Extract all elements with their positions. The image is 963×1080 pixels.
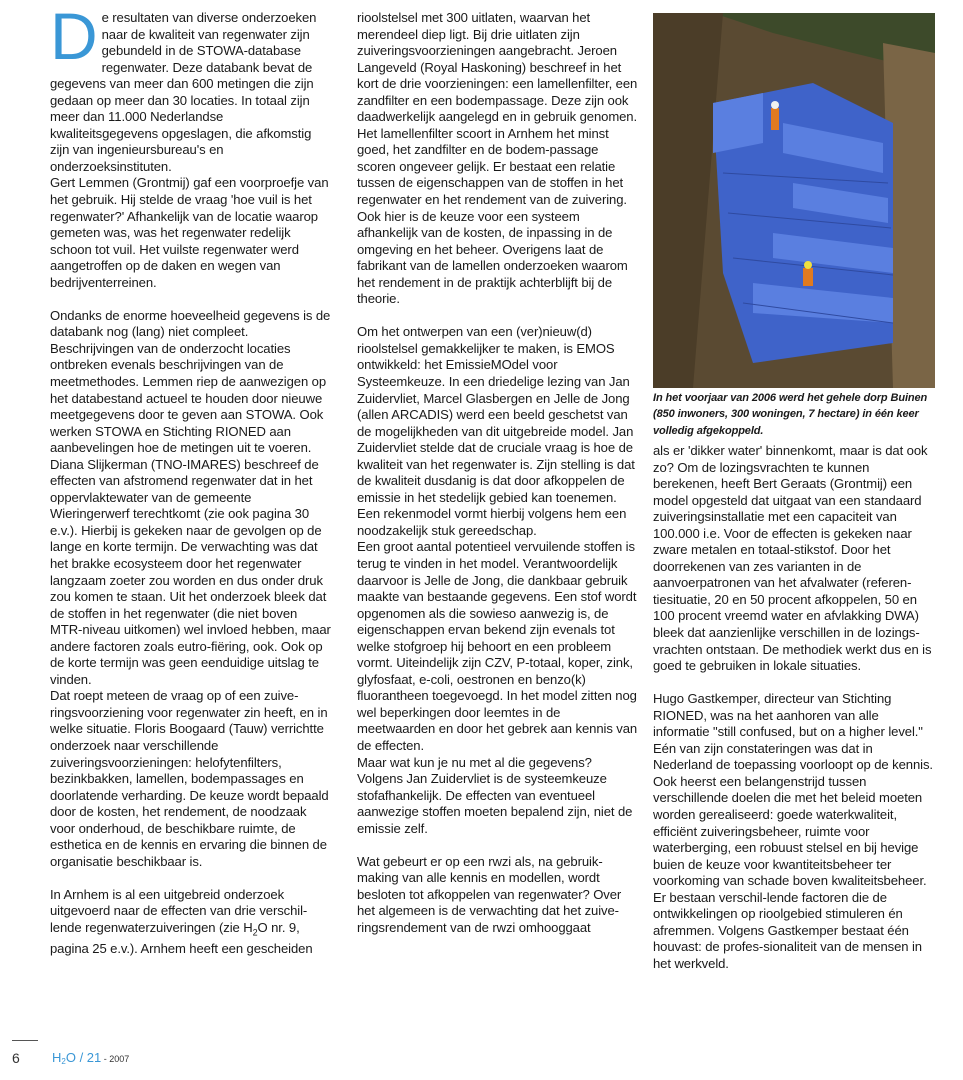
paragraph: Om het ontwerpen van een (ver)nieuw(d) rioolstelsel gemakkelijker te maken, is EMOS ontwikkeld: het EmissieMOdel voor Systeemkeuze. In een driedelige lezing van Jan Zuidervliet, Marcel Glasbergen en Jelle de Jong (allen ARCADIS) werd een beeld geschetst van de mogelijkheden van dit uitgebreide model. Jan Zuidervliet stelde dat de cruciale vraag is hoe de kwaliteit van het regenwater is. Zijn stelling is dat de kwaliteit dusdanig is dat door afkoppelen de emissie in het stedelijk gebied kan toenemen. Een rekenmodel vormt hierbij volgens hem een noodzakelijk stuk gereedschap. (357, 324, 635, 538)
paragraph: Gert Lemmen (Grontmij) gaf een voorproefje van het gebruik. Hij stelde de vraag 'hoe vuil is het regenwater?' Afhankelijk van de locatie waarop gemeten was, was het regenwater redelijk schoon tot vuil. Het vuilste regenwater werd aangetroffen op de daken en wegen van bedrijventerreinen. (50, 175, 329, 290)
footer-rule (12, 1040, 38, 1041)
paragraph (50, 887, 332, 958)
journal-year: - 2007 (101, 1054, 130, 1064)
paragraph: Wat gebeurt er op een rwzi als, na gebruik-making van alle kennis en modellen, wordt besloten tot afkoppelen van regenwater? Over het algemeen is de verwachting dat het zuive-ringsrendement van de rwzi omhooggaat (357, 853, 622, 935)
paragraph: Maar wat kun je nu met al die gegevens? Volgens Jan Zuidervliet is de systeemkeuze stofafhankelijk. De effecten van eventueel aanwezige stoffen moeten bepalend zijn, niet de emissie zelf. (357, 754, 633, 836)
paragraph (50, 0, 332, 175)
article-column-2 (357, 10, 639, 937)
page-footer (0, 1040, 963, 1080)
drop-cap: D (50, 0, 98, 73)
paragraph: Hugo Gastkemper, directeur van Stichting RIONED, was na het aanhoren van alle informatie "still confused, but on a higher level." Eén van zijn constateringen was dat in Nederland de toepassing voorloopt op de kennis. Ook heerst een belangenstrijd tussen verschillende doelen die met het beleid moeten worden gerealiseerd: goede waterkwaliteit, efficiënt zuiveringsbeheer, ruimte voor waterberging, een robuust stelsel en bij hevige buien de keuze voor kwantiteitsbeheer ter voorkoming van schade boven kwaliteitsbeheer. Er bestaan verschil-lende factoren die de ontwikkelingen op rioolgebied stimuleren én afremmen. Volgens Gastkemper bestaat één houvast: de profes-sionaliteit van de mensen in het werkveld. (653, 691, 933, 971)
article-column-1 (50, 0, 332, 958)
article-column-3 (653, 443, 935, 972)
paragraph: als er 'dikker water' binnenkomt, maar is dat ook zo? Om de lozingsvrachten te kunnen berekenen, heeft Bert Geraats (Grontmij) een model opgesteld dat uitgaat van een standaard zuiveringsinstallatie met een capaciteit van 100.000 i.e. Voor de effecten is gekeken naar zware metalen en totaal-stikstof. Door het doorrekenen van zes varianten in de aanvoerpatronen van het afvalwater (referen-tiesituatie, 20 en 50 procent afkoppelen, 50 en 100 procent vreemd water en afvlakking DWA) bleek dat aanzienlijke verschillen in de lozings-vrachten ontstaan. De methodiek werkt dus en is goed te gebruiken in lokale situaties. (653, 443, 932, 674)
paragraph: rioolstelsel met 300 uitlaten, waarvan het merendeel diep ligt. Bij drie uitlaten zijn zuiveringsvoorzieningen aangebracht. Jeroen Langeveld (Royal Haskoning) beschreef in het kort de drie voorzieningen: een lamellenfilter, een zandfilter en een bodempassage. Deze zijn ook daadwerkelijk aangelegd en in gebruik genomen. Het lamellenfilter scoort in Arnhem het minst goed, het zandfilter en de bodem-passage scoren ongeveer gelijk. Er bestaat een relatie tussen de eigenschappen van de stoffen in het regenwater en het rendement van de zuivering. Ook hier is de keuze voor een systeem afhankelijk van de kosten, de inpassing in de omgeving en het beheer. Overigens laat de fabrikant van de lamellen onderzoeken waarom het rendement in de praktijk achterblijft bij de theorie. (357, 10, 638, 307)
journal-issue: O / 21 (65, 1050, 102, 1065)
construction-photo (653, 13, 935, 388)
page-number: 6 (12, 1050, 20, 1066)
paragraph-text: e resultaten van diverse onderzoeken naar de kwaliteit van regenwater zijn gebundeld in de STOWA-database regenwater. Deze databank bevat de gegevens van meer dan 600 metingen die zijn gedaan op meer dan 30 locaties. In totaal zijn meer dan 11.000 Nederlandse kwaliteitsgegevens opgeslagen, die afkomstig zijn van ingenieursbureau's en onderzoeksinstituten. (50, 10, 317, 174)
paragraph: Dat roept meteen de vraag op of een zuive-ringsvoorziening voor regenwater zin heeft, en in welke situatie. Floris Boogaard (Tauw) verrichtte onderzoek naar verschillende zuiveringsvoorzieningen: helofytenfilters, bezinkbakken, lamellen, bodempassages en doorlatende verharding. De keuze wordt bepaald door de kosten, het rendement, de noodzaak voor onderhoud, de beschikbare ruimte, de esthetica en de kennis en ervaring die binnen de organisatie beschikbaar is. (50, 688, 329, 869)
journal-subscript: 2 (61, 1057, 66, 1066)
journal-h: H (52, 1050, 62, 1065)
photo-illustration (653, 13, 935, 388)
journal-name (52, 1050, 129, 1066)
paragraph: Ondanks de enorme hoeveelheid gegevens is de databank nog (lang) niet compleet. Beschrijvingen van de onderzocht locaties ontbreken evenals beschrijvingen van de meetmethodes. Lemmen riep de aanwezigen op het databestand actueel te houden door nieuwe meetgegevens door te geven aan STOWA. Ook werken STOWA en Stichting RIONED aan aanbevelingen hoe de metingen uit te voeren. (50, 307, 331, 456)
paragraph-text: In Arnhem is al een uitgebreid onderzoek uitgevoerd naar de effecten van drie verschil-lende regenwaterzuiveringen (zie H (50, 886, 308, 935)
paragraph-text: O nr. 9, pagina 25 e.v.). Arnhem heeft een gescheiden (50, 919, 313, 957)
paragraph: Diana Slijkerman (TNO-IMARES) beschreef de effecten van afstromend regenwater dat in het oppervlaktewater van de gemeente Wieringerwerf terechtkomt (zie ook pagina 30 e.v.). Hierbij is gekeken naar de gevolgen op de lange en korte termijn. De verwachting was dat het brakke ecosysteem door het regenwater langzaam zoeter zou worden en dus onder druk zou komen te staan. Uit het onderzoek bleek dat de stoffen in het regenwater (die niet boven MTR-niveau uitkomen) wel invloed hebben, maar andere factoren zoals eutro-fiëring, ook. Ook op de korte termijn was geen eenduidige uitslag te vinden. (50, 456, 331, 687)
paragraph: Een groot aantal potentieel vervuilende stoffen is terug te vinden in het model. Verantwoordelijk daarvoor is Jelle de Jong, die dankbaar gebruik maakte van bestaande gegevens. Een stof wordt opgenomen als die sowieso aanwezig is, de eigenschappen ervan bekend zijn evenals tot welke stofgroep hij behoort en een probleem vormt. Uiteindelijk zijn CZV, P-totaal, koper, zink, glyfosfaat, e-coli, oestronen en benzo(k) fluorantheen toegevoegd. In het model zitten nog wel beperkingen door leemtes in de meetwaarden en door het gebrek aan kennis van de effecten. (357, 539, 638, 754)
photo-caption: In het voorjaar van 2006 werd het gehele dorp Buinen (850 inwoners, 300 woningen, 7 hectare) in één keer volledig afgekoppeld. (653, 392, 928, 437)
subscript: 2 (252, 927, 258, 938)
